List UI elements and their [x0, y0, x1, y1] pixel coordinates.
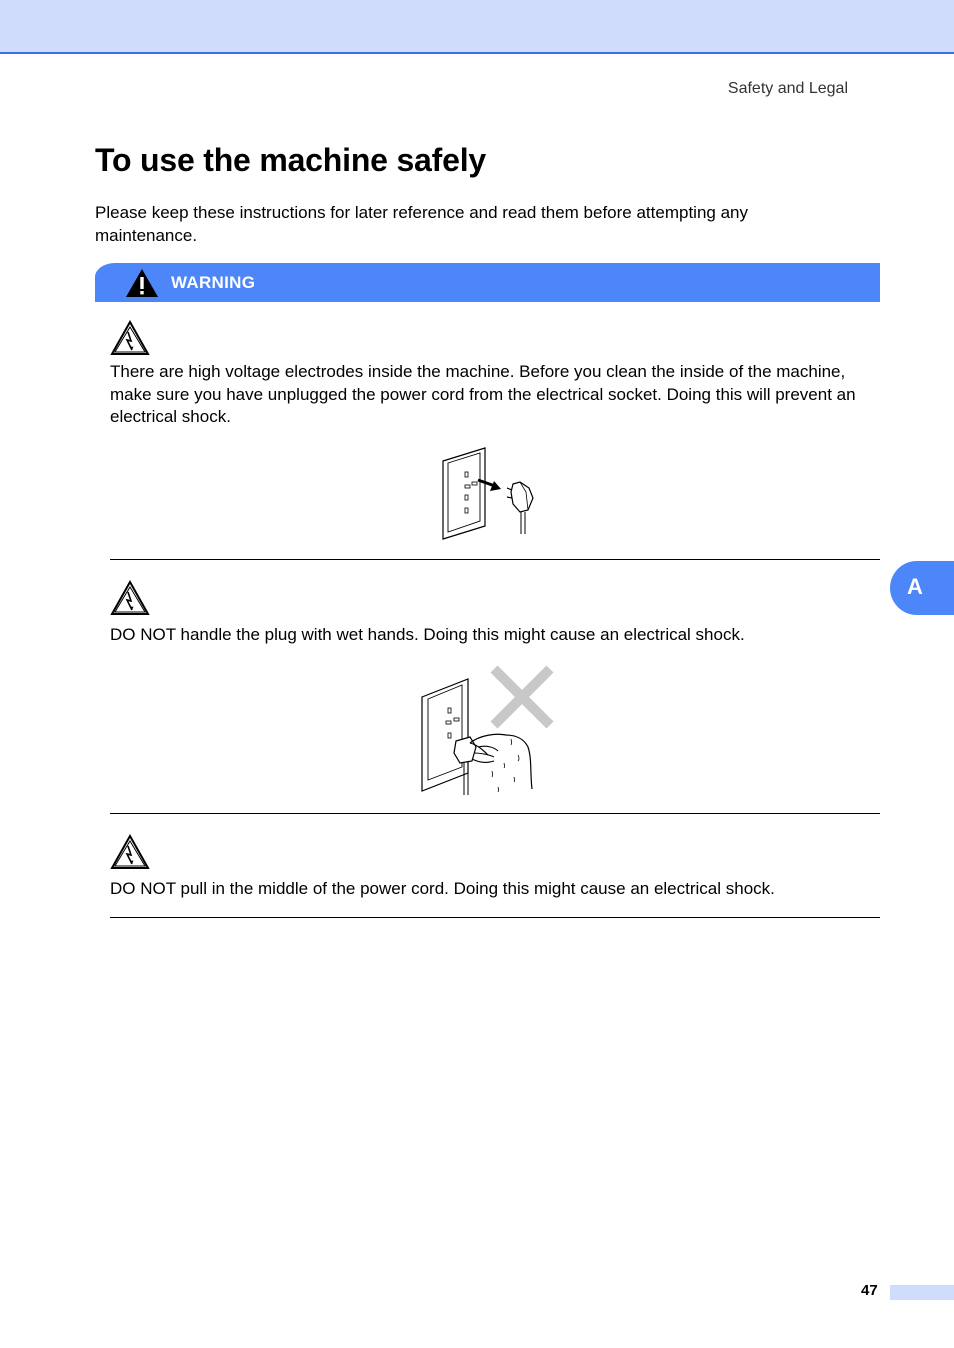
electrical-shock-icon — [110, 320, 150, 356]
running-header: Safety and Legal — [727, 80, 848, 97]
appendix-tab[interactable] — [890, 561, 954, 615]
page-number: 47 — [861, 1282, 878, 1299]
top-header-band — [0, 0, 954, 54]
footer-band — [890, 1285, 954, 1300]
warning-banner — [95, 263, 880, 302]
section-divider — [110, 917, 880, 918]
appendix-tab-label: A — [907, 574, 923, 599]
wet-hands-plug-illustration — [418, 663, 560, 799]
warning-text-3: DO NOT pull in the middle of the power cord. Doing this might cause an electrical shock. — [110, 879, 775, 898]
warning-label: WARNING — [171, 273, 256, 292]
section-divider — [110, 813, 880, 814]
page-title: To use the machine safely — [95, 142, 486, 178]
intro-paragraph: Please keep these instructions for later reference and read them before attempting any maintenance. — [95, 203, 748, 245]
exclamation-triangle-icon — [125, 268, 159, 298]
electrical-shock-icon — [110, 834, 150, 870]
warning-text-1: There are high voltage electrodes inside the machine. Before you clean the inside of the machine, make sure you have unplugged the power cord from the electrical socket. Doing this will prevent an electrical shock. — [110, 362, 856, 426]
electrical-shock-icon — [110, 580, 150, 616]
warning-text-2: DO NOT handle the plug with wet hands. Doing this might cause an electrical shock. — [110, 625, 745, 644]
section-divider — [110, 559, 880, 560]
unplug-illustration — [440, 446, 540, 542]
